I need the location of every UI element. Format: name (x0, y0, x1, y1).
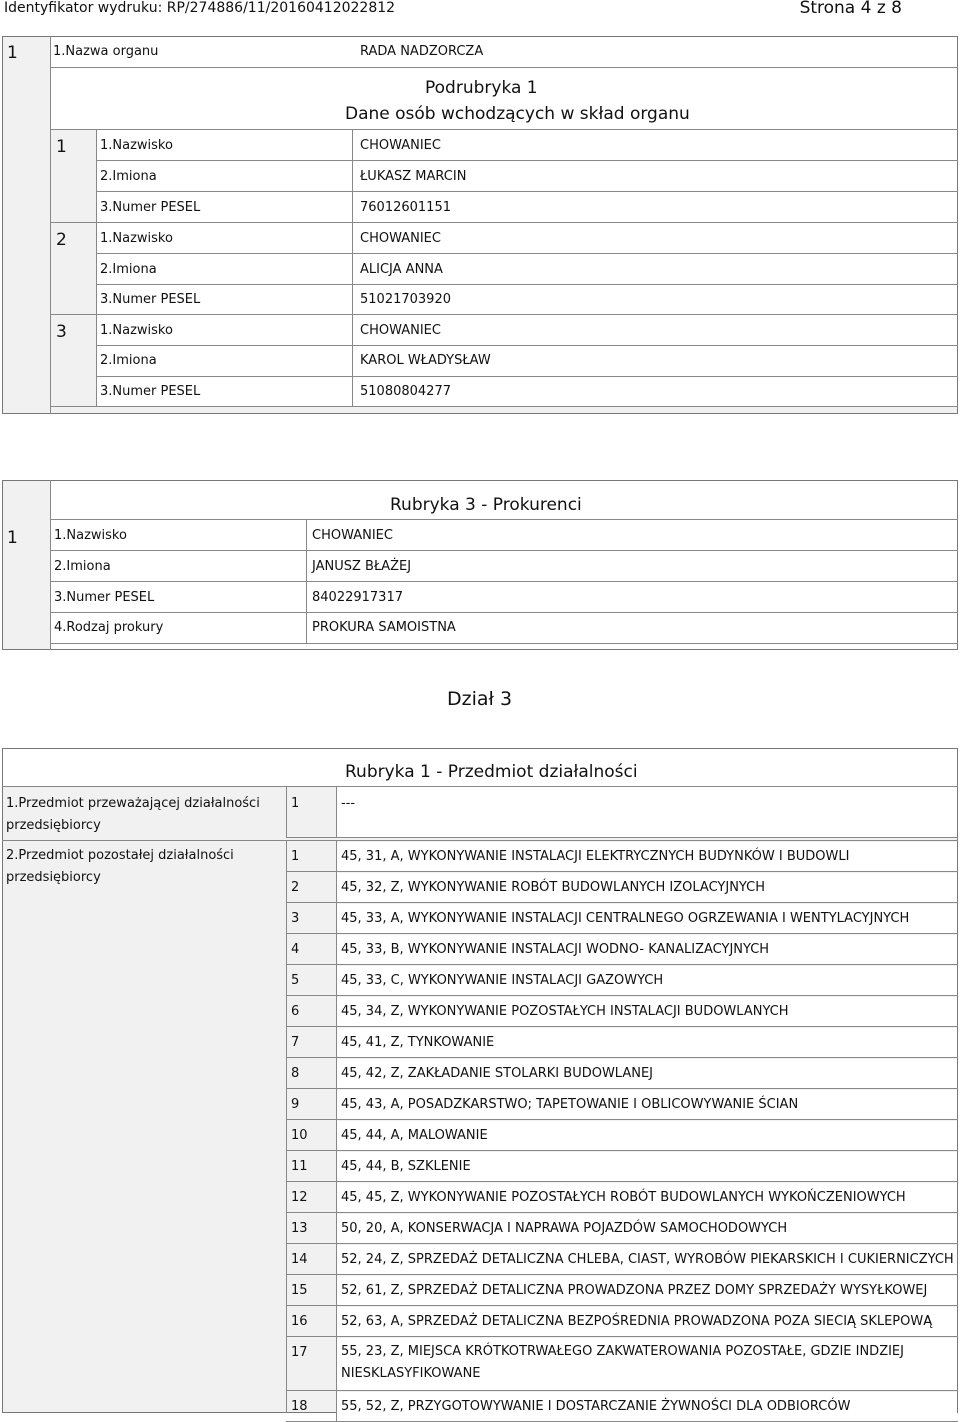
activity-number: 2 (291, 880, 300, 895)
surname-value: CHOWANIEC (360, 231, 441, 246)
prokurent-number: 1 (7, 528, 18, 548)
section-title: Dział 3 (447, 688, 513, 710)
surname-value: CHOWANIEC (312, 528, 393, 543)
activity-text: 45, 33, A, WYKONYWANIE INSTALACJI CENTRALNEGO OGRZEWANIA I WENTYLACYJNYCH (341, 911, 910, 926)
activity-text: 45, 43, A, POSADZKARSTWO; TAPETOWANIE I OBLICOWYWANIE ŚCIAN (341, 1097, 799, 1112)
activity-number: 15 (291, 1283, 308, 1298)
activity-number: 1 (291, 849, 300, 864)
activity-text: 45, 45, Z, WYKONYWANIE POZOSTAŁYCH ROBÓT BUDOWLANYCH WYKOŃCZENIOWYCH (341, 1190, 906, 1205)
activity-number: 13 (291, 1221, 308, 1236)
activity-number: 16 (291, 1314, 308, 1329)
pesel-value: 84022917317 (312, 590, 403, 605)
activity-text: 45, 44, B, SZKLENIE (341, 1159, 471, 1174)
activity-text: 45, 41, Z, TYNKOWANIE (341, 1035, 495, 1050)
pesel-label: 3.Numer PESEL (100, 200, 201, 215)
names-label: 2.Imiona (100, 169, 157, 184)
names-label: 2.Imiona (100, 353, 157, 368)
activity-text: 55, 52, Z, PRZYGOTOWYWANIE I DOSTARCZANIE ŻYWNOŚCI DLA ODBIORCÓW (341, 1399, 851, 1414)
surname-label: 1.Nazwisko (100, 138, 173, 153)
subsection-subtitle: Dane osób wchodzących w skład organu (345, 104, 690, 124)
activity-text: 55, 23, Z, MIEJSCA KRÓTKOTRWAŁEGO ZAKWATEROWANIA POZOSTAŁE, GDZIE INDZIEJ NIESKLASYFIKOWANE (341, 1344, 904, 1381)
organ-name-value: RADA NADZORCZA (360, 44, 484, 59)
main-activity-number: 1 (291, 796, 300, 811)
surname-label: 1.Nazwisko (100, 231, 173, 246)
organ-number: 1 (7, 43, 18, 63)
activity-number: 9 (291, 1097, 300, 1112)
surname-label: 1.Nazwisko (100, 323, 173, 338)
surname-value: CHOWANIEC (360, 323, 441, 338)
activity-text: 45, 31, A, WYKONYWANIE INSTALACJI ELEKTRYCZNYCH BUDYNKÓW I BUDOWLI (341, 849, 850, 864)
activity-text: 50, 20, A, KONSERWACJA I NAPRAWA POJAZDÓW SAMOCHODOWYCH (341, 1221, 788, 1236)
activity-number: 11 (291, 1159, 308, 1174)
surname-value: CHOWANIEC (360, 138, 441, 153)
surname-label: 1.Nazwisko (54, 528, 127, 543)
activity-number: 6 (291, 1004, 300, 1019)
activity-text: 52, 63, A, SPRZEDAŻ DETALICZNA BEZPOŚREDNIA PROWADZONA POZA SIECIĄ SKLEPOWĄ (341, 1314, 933, 1329)
page-number: Strona 4 z 8 (799, 0, 902, 18)
main-activity-label: 1.Przedmiot przeważającej działalności przedsiębiorcy (6, 796, 260, 833)
names-value: KAROL WŁADYSŁAW (360, 353, 491, 368)
procuration-type-label: 4.Rodzaj prokury (54, 620, 164, 635)
activity-number: 4 (291, 942, 300, 957)
member-number: 1 (56, 137, 67, 157)
pesel-label: 3.Numer PESEL (54, 590, 155, 605)
pesel-label: 3.Numer PESEL (100, 292, 201, 307)
pesel-label: 3.Numer PESEL (100, 384, 201, 399)
procuration-type-value: PROKURA SAMOISTNA (312, 620, 456, 635)
print-identifier: Identyfikator wydruku: RP/274886/11/20160412022812 (4, 0, 396, 16)
activity-number: 18 (291, 1399, 308, 1414)
names-label: 2.Imiona (100, 262, 157, 277)
names-value: JANUSZ BŁAŻEJ (312, 559, 412, 574)
activity-text: 45, 42, Z, ZAKŁADANIE STOLARKI BUDOWLANEJ (341, 1066, 654, 1081)
names-value: ŁUKASZ MARCIN (360, 169, 467, 184)
activity-text: 52, 61, Z, SPRZEDAŻ DETALICZNA PROWADZONA PRZEZ DOMY SPRZEDAŻY WYSYŁKOWEJ (341, 1283, 928, 1298)
main-activity-value: --- (341, 796, 356, 811)
names-label: 2.Imiona (54, 559, 111, 574)
activity-rubric-title: Rubryka 1 - Przedmiot działalności (345, 762, 638, 782)
activity-text: 45, 33, B, WYKONYWANIE INSTALACJI WODNO- KANALIZACYJNYCH (341, 942, 770, 957)
activity-number: 3 (291, 911, 300, 926)
prokurenci-title: Rubryka 3 - Prokurenci (390, 495, 582, 515)
activity-text: 45, 44, A, MALOWANIE (341, 1128, 488, 1143)
activity-number: 12 (291, 1190, 308, 1205)
activity-text: 52, 24, Z, SPRZEDAŻ DETALICZNA CHLEBA, CIAST, WYROBÓW PIEKARSKICH I CUKIERNICZYCH (341, 1252, 954, 1267)
activity-number: 17 (291, 1345, 308, 1360)
pesel-value: 51021703920 (360, 292, 451, 307)
member-number: 3 (56, 322, 67, 342)
activity-number: 10 (291, 1128, 308, 1143)
activity-text: 45, 33, C, WYKONYWANIE INSTALACJI GAZOWYCH (341, 973, 664, 988)
pesel-value: 51080804277 (360, 384, 451, 399)
activity-number: 5 (291, 973, 300, 988)
organ-name-label: 1.Nazwa organu (53, 44, 159, 59)
member-number: 2 (56, 230, 67, 250)
names-value: ALICJA ANNA (360, 262, 443, 277)
pesel-value: 76012601151 (360, 200, 451, 215)
activity-text: 45, 34, Z, WYKONYWANIE POZOSTAŁYCH INSTALACJI BUDOWLANYCH (341, 1004, 789, 1019)
activity-number: 7 (291, 1035, 300, 1050)
other-activity-label: 2.Przedmiot pozostałej działalności przedsiębiorcy (6, 848, 234, 885)
activity-number: 14 (291, 1252, 308, 1267)
activity-text: 45, 32, Z, WYKONYWANIE ROBÓT BUDOWLANYCH IZOLACYJNYCH (341, 880, 766, 895)
subsection-title: Podrubryka 1 (425, 78, 538, 98)
activity-number: 8 (291, 1066, 300, 1081)
